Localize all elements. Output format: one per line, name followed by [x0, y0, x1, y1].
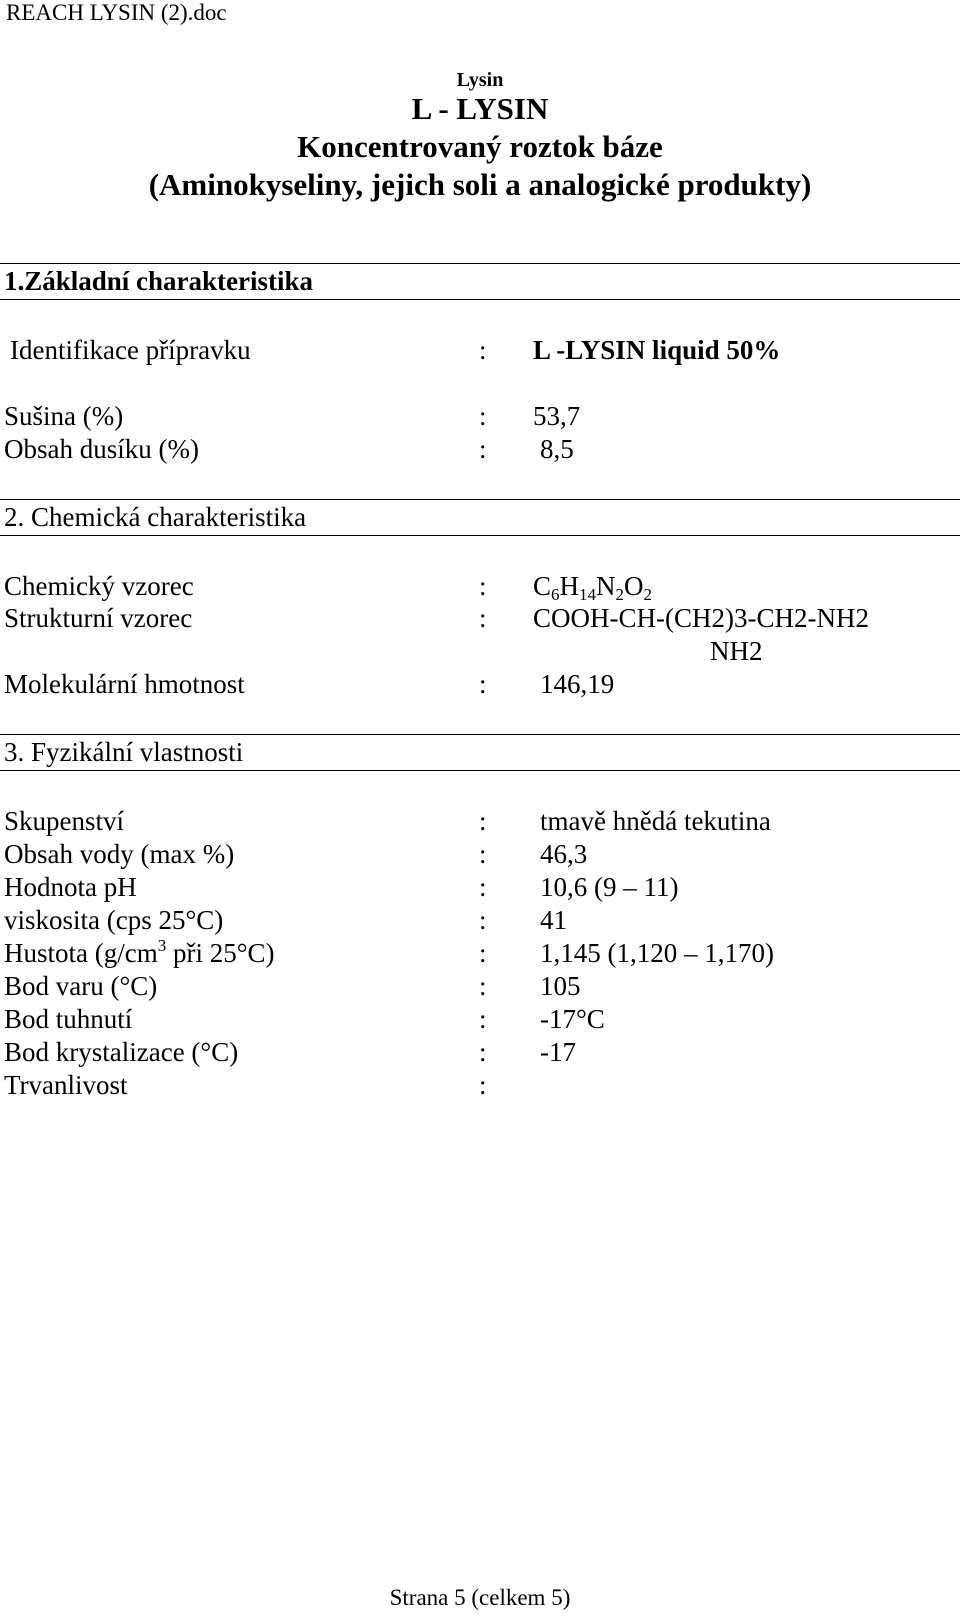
row-label: Skupenství — [4, 806, 125, 836]
row-label: Bod varu (°C) — [4, 971, 158, 1001]
row-value: 46,3 — [540, 839, 588, 869]
row-value: 8,5 — [540, 434, 574, 464]
row-value: 10,6 (9 – 11) — [540, 872, 679, 902]
row-molekularni-hmotnost — [0, 669, 960, 701]
row-value: 41 — [540, 905, 567, 935]
row-label: Bod tuhnutí — [4, 1004, 133, 1034]
row-colon: : — [479, 603, 487, 633]
section-rule — [0, 734, 960, 735]
section-heading-2: 2. Chemická charakteristika — [4, 502, 307, 532]
row-colon: : — [479, 434, 487, 464]
row-hodnota-ph — [0, 872, 960, 904]
row-skupenstvi — [0, 806, 960, 838]
row-colon: : — [479, 571, 487, 601]
row-label: Chemický vzorec — [4, 571, 194, 601]
row-bod-tuhnuti — [0, 1004, 960, 1036]
row-strukturni-vzorec-branch — [0, 636, 960, 668]
row-value: -17°C — [540, 1004, 605, 1034]
row-label: Bod krystalizace (°C) — [4, 1037, 239, 1067]
row-label: Hustota ($g/cm^3$ při 25°C) — [4, 936, 275, 968]
row-colon: : — [479, 938, 487, 968]
title-line-3: (Aminokyseliny, jejich soli a analogické produkty) — [148, 167, 812, 202]
row-colon: : — [479, 1037, 487, 1067]
section-rule — [0, 770, 960, 771]
row-colon: : — [479, 1004, 487, 1034]
structural-formula: COOH-CH-(CH2)3-CH2-NH2 — [533, 603, 869, 633]
row-trvanlivost — [0, 1070, 960, 1102]
row-label: Hodnota pH — [4, 872, 137, 902]
row-label: Obsah dusíku (%) — [4, 434, 199, 464]
row-value: 1,145 (1,120 – 1,170) — [540, 938, 774, 968]
chemical-formula: $C_6H_{14}N_2O_2$ — [533, 571, 653, 604]
row-colon: : — [479, 335, 487, 365]
row-viskosita — [0, 905, 960, 937]
row-value: -17 — [540, 1037, 576, 1067]
row-chemicky-vzorec — [0, 571, 960, 603]
document-filename: REACH LYSIN (2).doc — [6, 0, 227, 25]
section-rule — [0, 499, 960, 500]
row-susina — [0, 401, 960, 433]
title-small: Lysin — [456, 69, 504, 91]
row-label: Strukturní vzorec — [4, 603, 193, 633]
row-strukturni-vzorec — [0, 603, 960, 635]
row-obsah-vody — [0, 839, 960, 871]
row-label: Trvanlivost — [4, 1070, 128, 1100]
row-label: Identifikace přípravku — [10, 335, 251, 365]
section-heading-3: 3. Fyzikální vlastnosti — [4, 737, 244, 767]
row-label: Sušina (%) — [4, 401, 124, 431]
row-bod-krystalizace — [0, 1037, 960, 1069]
row-bod-varu — [0, 971, 960, 1003]
section-rule — [0, 299, 960, 300]
row-label: Molekulární hmotnost — [4, 669, 245, 699]
row-value: tmavě hnědá tekutina — [540, 806, 771, 836]
row-identifikace — [0, 335, 960, 367]
row-colon: : — [479, 669, 487, 699]
row-colon: : — [479, 872, 487, 902]
section-rule — [0, 535, 960, 536]
row-value: 53,7 — [533, 401, 581, 431]
row-obsah-dusiku — [0, 434, 960, 466]
row-label: viskosita (cps 25°C) — [4, 905, 224, 935]
row-colon: : — [479, 905, 487, 935]
row-value: 105 — [540, 971, 581, 1001]
section-heading-1: 1.Základní charakteristika — [4, 266, 314, 296]
row-colon: : — [479, 401, 487, 431]
section-rule — [0, 263, 960, 264]
page-footer: Strana 5 (celkem 5) — [389, 1585, 571, 1610]
row-hustota — [0, 938, 960, 970]
title-line-1: L - LYSIN — [411, 91, 549, 126]
row-value: 146,19 — [540, 669, 615, 699]
row-label: Obsah vody (max %) — [4, 839, 235, 869]
row-value: L -LYSIN liquid 50% — [533, 335, 781, 365]
row-colon: : — [479, 1070, 487, 1100]
structural-formula-branch: NH2 — [710, 636, 763, 666]
row-colon: : — [479, 839, 487, 869]
row-colon: : — [479, 806, 487, 836]
row-colon: : — [479, 971, 487, 1001]
title-line-2: Koncentrovaný roztok báze — [297, 129, 663, 164]
